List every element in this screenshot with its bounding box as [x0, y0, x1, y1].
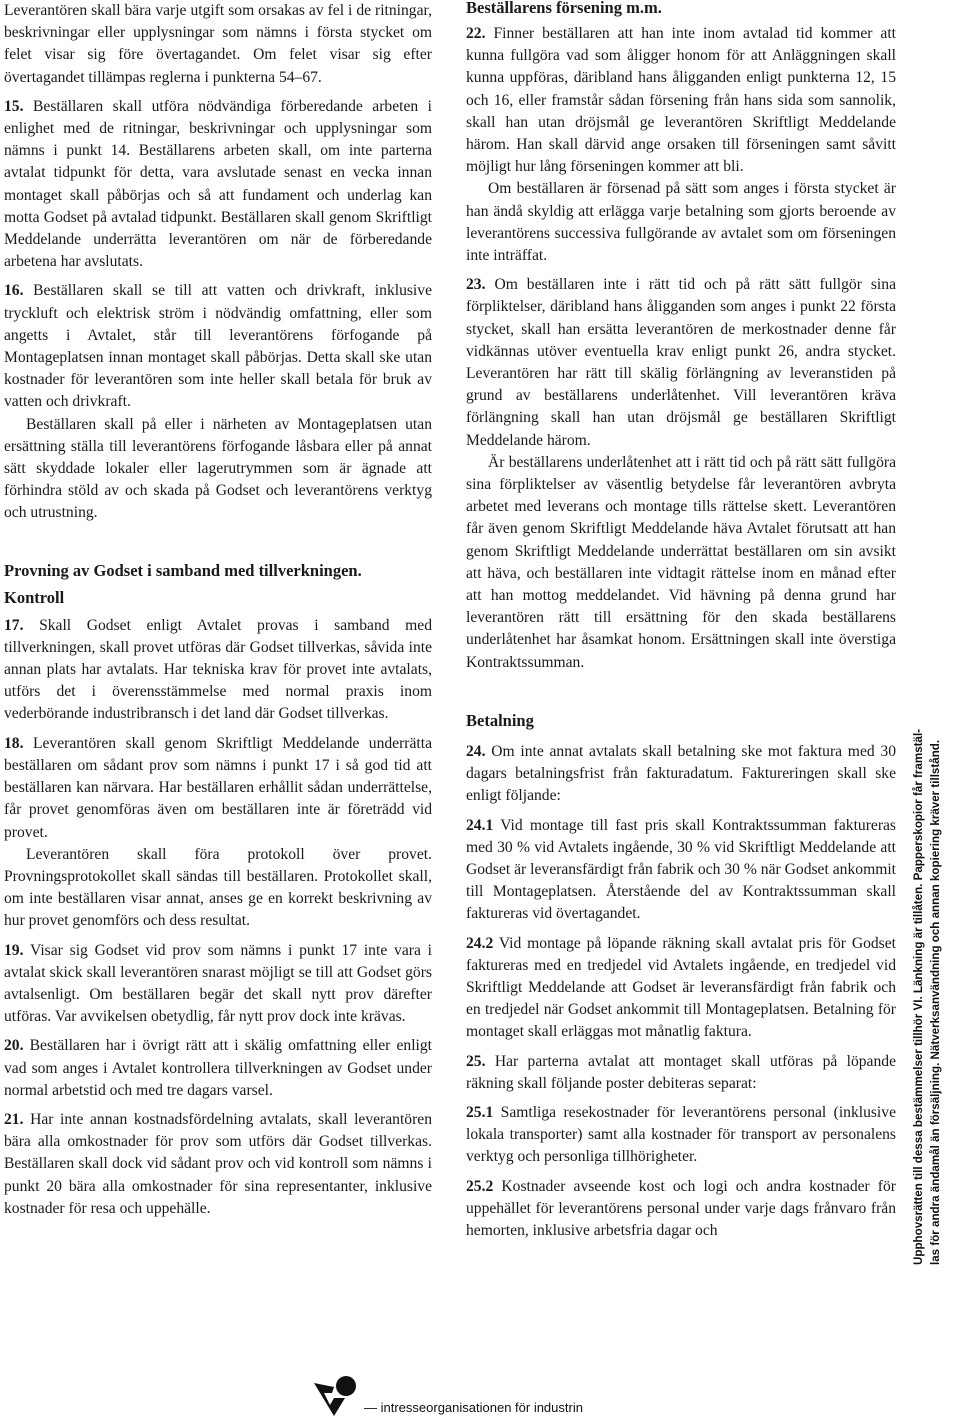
paragraph-25-2: [466, 1176, 896, 1243]
paragraph-text: Kostnader avseende kost och logi och andra kostnader för uppehället för leverantörens personal under varje dags frånvaro från hemorten, inklusive arbetsfria dagar och: [466, 1177, 896, 1239]
copyright-line-2: las för andra ändamål än försäljning. Nätverksanvändning och annan kopiering kräver tillstånd.: [929, 739, 942, 1265]
paragraph-number: 25.1: [466, 1103, 494, 1121]
paragraph-23-continued: Är beställarens underlåtenhet att i rätt tid och på rätt sätt fullgöra sina förpliktelser av väsentlig betydelse får leverantören avbryta arbetet med leverans och montage tills rättelse skett. Leverantören får även genom Skriftligt Meddelande häva Avtalet förutsatt att han genom Skriftligt Meddelande underrättat beställaren om sin avsikt att häva, och beställaren inte vidtagit rättelse inom en månad efter att han mottog meddelandet. Vid hävning på denna grund har leverantören rätt till ersättning för den skada beställarens underlåtenhet har åsamkat honom. Ersättningen skall inte överstiga Kontraktssumman.: [466, 453, 896, 671]
paragraph-number: 23.: [466, 276, 486, 294]
paragraph-text: Samtliga resekostnader för leverantörens personal (inklusive lokala transporter) samt alla kostnader för transport av personalens verktyg och personliga tillhörigheter.: [466, 1103, 896, 1166]
footer: [312, 1374, 612, 1418]
paragraph-text: Visar sig Godset vid prov som nämns i punkt 17 inte vara i avtalat skick skall leverantören snarast möjligt se till att Godset görs avtalsenligt. Om beställaren begär det skall nytt prov därefter utföras. Var avvikelsen obetydlig, får nytt prov dock inte krävas.: [4, 941, 432, 1026]
right-column: [466, 0, 896, 1249]
paragraph-text: Har inte annan kostnadsfördelning avtalats, skall leverantören bära alla omkostnader för prov som utförs där Godset tillverkas. Beställaren skall dock vid sådant prov och vid kontroll som nämns i punkt 20 bära alla omkostnader för sina representanter, inklusive kostnader för resa och uppehälle.: [4, 1110, 432, 1217]
paragraph-text: Har parterna avtalat att montaget skall utföras på löpande räkning skall följande poster debiteras separat:: [466, 1052, 896, 1092]
paragraph-text: Skall Godset enligt Avtalet provas i samband med tillverkningen, skall provet utföras där Godset tillverkas, såvida inte annan plats har avtalats. Har tekniska krav för provet inte avtalats, utförs det i överensstämmelse med normal praxis inom vederbörande industribransch i det land där Godset tillverkas.: [4, 616, 432, 723]
paragraph-number: 25.2: [466, 1177, 494, 1195]
paragraph-24-2: [466, 933, 896, 1044]
paragraph-text: Leverantören skall genom Skriftligt Meddelande underrätta beställaren om sådant prov som nämns i punkt 17 i så god tid att beställaren kan närvara. Har beställaren erhållit sådan underrättelse, får provet genomföras även om beställaren inte är företrädd vid provet.: [4, 734, 432, 841]
paragraph-number: 24.1: [466, 816, 494, 834]
paragraph-number: 16.: [4, 282, 24, 300]
paragraph-24-1: [466, 815, 896, 926]
paragraph-22: [466, 23, 896, 178]
heading-provning: Provning av Godset i samband med tillverkningen.: [4, 560, 362, 580]
paragraph-text: Om beställaren inte i rätt tid och på rätt sätt fullgör sina förpliktelser, däribland hans åligganden som anges i punkt 22 första stycket, skall han ersätta leverantören de merkostnader denne får vidkännas utöver eventuella krav enligt punkt 26, andra stycket. Leverantören har rätt till skälig förlängning av leveranstiden på grund av beställarens underlåtenhet. Vill leverantören kräva förlängning skall han utan dröjsmål ge beställaren Skriftligt Meddelande härom.: [466, 276, 896, 449]
paragraph-text: Finner beställaren att han inte inom avtalad tid kommer att kunna fullgöra vad som åligger honom för att Anläggningen skall kunna uppföras, däribland hans åligganden enligt punkterna 12, 15 och 16, eller framstår sådan försening från hans sida som sannolik, skall han utan dröjsmål ge leverantören Skriftligt Meddelande härom. Han skall därvid ange orsaken till förseningen samt såvitt möjligt hur lång förseningen kommer att bli.: [466, 25, 896, 176]
paragraph-text: Beställaren skall se till att vatten och drivkraft, inklusive tryckluft och elektrisk ström i nödvändig omfattning, eller som angetts i Avtalet, står till leverantörens förfogande på Montageplatsen innan montaget skall påbörjas. Detta skall ske utan kostnader för leverantören som inte heller skall betala för bruk av vatten och drivkraft.: [4, 282, 432, 411]
paragraph-number: 25.: [466, 1052, 486, 1070]
intro-paragraph: Leverantören skall bära varje utgift som orsakas av fel i de ritningar, beskrivningar eller upplysningar som nämns i första stycket om felet visar sig före övertagandet. Om felet visar sig efter övertagandet tillämpas reglerna i punkterna 54–67.: [4, 2, 432, 86]
paragraph-text: Vid montage till fast pris skall Kontraktssumman faktureras med 30 % vid Avtalets ingående, 30 % vid Skriftligt Meddelande att Godset är leveransfärdigt från fabrik och 30 % när Godset ankommit till Montageplatsen. Återstående del av Kontraktssumman skall faktureras vid övertagandet.: [466, 816, 896, 923]
paragraph-16: [4, 280, 432, 413]
footer-organization-name: — intresseorganisationen för industrin: [364, 1400, 583, 1415]
paragraph-24: [466, 741, 896, 808]
paragraph-25-1: [466, 1102, 896, 1169]
heading-kontroll: Kontroll: [4, 587, 65, 607]
copyright-notice-text: [910, 505, 944, 1265]
paragraph-18-continued: Leverantören skall föra protokoll över provet. Provningsprotokollet skall sändas till beställaren. Protokollet skall, om inte beställaren visar annat, anses ge en korrekt beskrivning av hur provet genomförs och dess resultat.: [4, 845, 432, 930]
heading-bestallarens-forsening: Beställarens försening m.m.: [466, 0, 662, 17]
paragraph-25: [466, 1051, 896, 1095]
paragraph-22-continued: Om beställaren är försenad på sätt som anges i första stycket är han ändå skyldig att erlägga varje betalning som gjorts beroende av leverantörens successiva fullgörande av avtalet som om förseningen inte inträffat.: [466, 180, 896, 265]
paragraph-21: [4, 1109, 432, 1220]
paragraph-20: [4, 1035, 432, 1102]
paragraph-number: 24.2: [466, 934, 494, 952]
paragraph-18: [4, 733, 432, 844]
paragraph-text: Beställaren skall utföra nödvändiga förberedande arbeten i enlighet med de ritningar, beskrivningar och upplysningar som nämns i punkt 14. Beställarens arbeten skall, om inte parterna avtalat tidpunkt för detta, vara avslutade senast en vecka innan montaget skall påbörjas och så att fundament och underlag kan motta Godset på avtalad tidpunkt. Beställaren skall genom Skriftligt Meddelande underrätta leverantören om när de förberedande arbetena har avslutats.: [4, 97, 432, 271]
copyright-line-1: Upphovsrätten till dessa bestämmelser tillhör VI. Länkning är tillåten. Papperskopior får framstäl-: [912, 728, 925, 1265]
paragraph-number: 17.: [4, 616, 24, 634]
paragraph-16-continued: Beställaren skall på eller i närheten av Montageplatsen utan ersättning ställa till leverantörens förfogande låsbara eller på annat sätt skyddade lokaler eller lagerutrymmen som är ägnade att förhindra stöld av och skada på Godset och leverantörens verktyg och utrustning.: [4, 415, 432, 522]
paragraph-text: Beställaren har i övrigt rätt att i skälig omfattning eller enligt vad som anges i Avtalet kontrollera tillverkningen av Godset under normal arbetstid och med tre dagars varsel.: [4, 1037, 432, 1099]
paragraph-text: Vid montage på löpande räkning skall avtalat pris för Godset faktureras med en tredjedel vid Avtalets ingående, en tredjedel vid Skriftligt Meddelande att Godset är leveransfärdigt från fabrik och en tredjedel när Godset ankommit till Montageplatsen. Betalning för montaget skall erläggas mot månatlig faktura.: [466, 934, 896, 1041]
paragraph-text: Om inte annat avtalats skall betalning ske mot faktura med 30 dagars betalningsfrist från fakturadatum. Faktureringen skall ske enligt följande:: [466, 742, 896, 805]
vi-logo-icon: [312, 1374, 356, 1418]
left-column: [4, 0, 432, 1227]
paragraph-number: 19.: [4, 941, 24, 959]
paragraph-number: 18.: [4, 734, 24, 752]
copyright-notice: [910, 505, 960, 1265]
paragraph-number: 24.: [466, 742, 486, 760]
paragraph-number: 21.: [4, 1110, 24, 1128]
paragraph-19: [4, 940, 432, 1029]
paragraph-number: 20.: [4, 1037, 24, 1055]
paragraph-23: [466, 274, 896, 452]
paragraph-15: [4, 96, 432, 274]
paragraph-number: 22.: [466, 25, 486, 42]
paragraph-number: 15.: [4, 97, 24, 115]
heading-betalning: Betalning: [466, 710, 534, 730]
paragraph-17: [4, 615, 432, 726]
